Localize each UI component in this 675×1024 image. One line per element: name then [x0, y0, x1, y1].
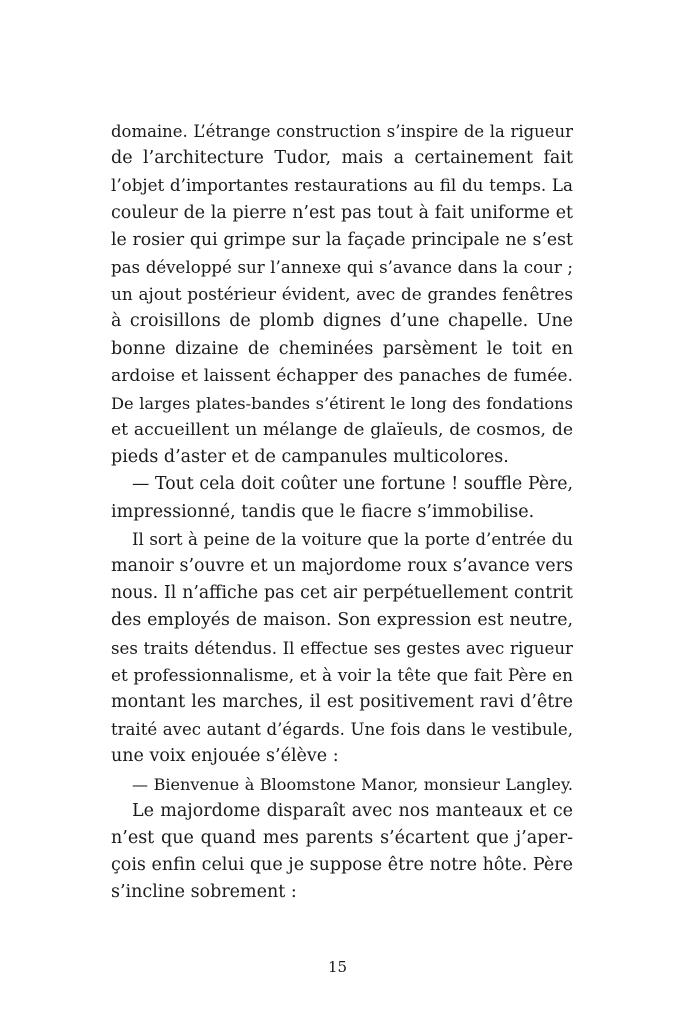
- text-line: une voix enjouée s’élève :: [111, 746, 339, 767]
- text-line: pieds d’aster et de campanules multicolores.: [111, 447, 509, 468]
- text-line: domaine. L’étrange construction s’inspire de la rigueur: [111, 122, 573, 141]
- text-line: Il sort à peine de la voiture que la porte d’entrée du: [132, 529, 573, 549]
- text-line: nous. Il n’affiche pas cet air perpétuellement contrit: [111, 583, 573, 604]
- page-number: 15: [327, 958, 348, 976]
- text-line: Le majordome disparaît avec nos manteaux et ce: [132, 800, 573, 821]
- text-line: — Tout cela doit coûter une fortune ! souffle Père,: [132, 474, 573, 495]
- text-line: n’est que quand mes parents s’écartent que j’aper-: [111, 827, 573, 848]
- text-line: un ajout postérieur évident, avec de grandes fenêtres: [111, 284, 573, 305]
- text-line: l’objet d’importantes restaurations au fil du temps. La: [111, 175, 573, 196]
- text-line: De larges plates-bandes s’étirent le long des fondations: [111, 393, 573, 413]
- text-line: le rosier qui grimpe sur la façade principale ne s’est: [111, 229, 573, 250]
- text-line: traité avec autant d’égards. Une fois dans le vestibule,: [111, 720, 573, 740]
- body-text: [111, 118, 573, 906]
- text-line: à croisillons de plomb dignes d’une chapelle. Une: [111, 311, 573, 332]
- text-line: impressionné, tandis que le fiacre s’immobilise.: [111, 501, 535, 522]
- text-line: couleur de la pierre n’est pas tout à fait uniforme et: [111, 202, 573, 223]
- text-line: de l’architecture Tudor, mais a certainement fait: [111, 148, 573, 169]
- text-line: pas développé sur l’annexe qui s’avance dans la cour ;: [111, 257, 573, 277]
- text-line: montant les marches, il est positivement ravi d’être: [111, 691, 573, 712]
- text-line: manoir s’ouvre et un majordome roux s’avance vers: [111, 556, 573, 576]
- text-line: et accueillent un mélange de glaïeuls, de cosmos, de: [111, 420, 573, 441]
- text-line: s’incline sobrement :: [111, 882, 297, 903]
- text-line: çois enfin celui que je suppose être notre hôte. Père: [111, 855, 573, 876]
- text-line: — Bienvenue à Bloomstone Manor, monsieur Langley.: [132, 774, 573, 794]
- text-line: bonne dizaine de cheminées parsèment le toit en: [111, 338, 573, 359]
- text-line: et professionnalisme, et à voir la tête que fait Père en: [111, 664, 573, 685]
- text-line: des employés de maison. Son expression est neutre,: [111, 610, 573, 631]
- text-line: ses traits détendus. Il effectue ses gestes avec rigueur: [111, 638, 573, 658]
- text-line: ardoise et laissent échapper des panaches de fumée.: [111, 365, 573, 386]
